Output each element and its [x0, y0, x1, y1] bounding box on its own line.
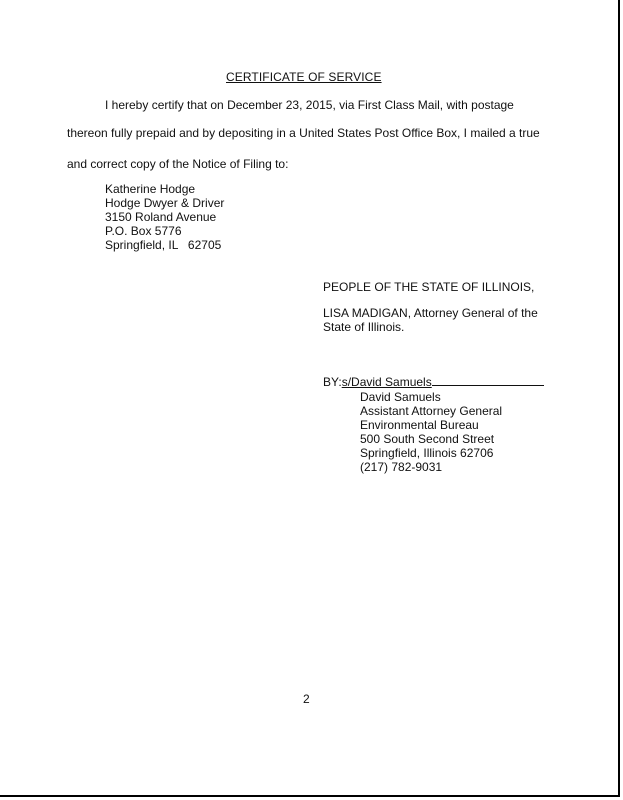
- signature-block: [360, 390, 502, 474]
- recipient-street: 3150 Roland Avenue: [105, 210, 217, 224]
- signer-bureau: Environmental Bureau: [360, 418, 479, 432]
- party-name: PEOPLE OF THE STATE OF ILLINOIS,: [323, 280, 535, 294]
- certification-line-2: thereon fully prepaid and by depositing in a United States Post Office Box, I mailed a true: [67, 126, 540, 140]
- signature-line: [323, 375, 544, 389]
- by-label: BY:: [323, 375, 342, 389]
- page-border-right: [618, 0, 620, 797]
- recipient-address: [105, 182, 224, 252]
- signature-underline: [432, 375, 544, 386]
- recipient-name: Katherine Hodge: [105, 182, 196, 196]
- signer-city: Springfield, Illinois 62706: [360, 446, 494, 460]
- signer-street: 500 South Second Street: [360, 432, 495, 446]
- signer-phone: (217) 782-9031: [360, 460, 443, 474]
- recipient-po-box: P.O. Box 5776: [105, 224, 182, 238]
- electronic-signature: s/David Samuels: [341, 375, 432, 389]
- signer-title: Assistant Attorney General: [360, 404, 503, 418]
- signer-name: David Samuels: [360, 390, 441, 404]
- attorney-general-line: LISA MADIGAN, Attorney General of the State of Illinois.: [323, 306, 538, 334]
- page-number: 2: [303, 692, 310, 706]
- certificate-title: CERTIFICATE OF SERVICE: [226, 70, 382, 84]
- certification-line-1: I hereby certify that on December 23, 2015, via First Class Mail, with postage: [105, 98, 514, 112]
- recipient-firm: Hodge Dwyer & Driver: [105, 196, 225, 210]
- recipient-city: Springfield, IL 62705: [105, 238, 222, 252]
- page-border-bottom: [0, 795, 620, 797]
- certification-line-3: and correct copy of the Notice of Filing to:: [67, 157, 289, 171]
